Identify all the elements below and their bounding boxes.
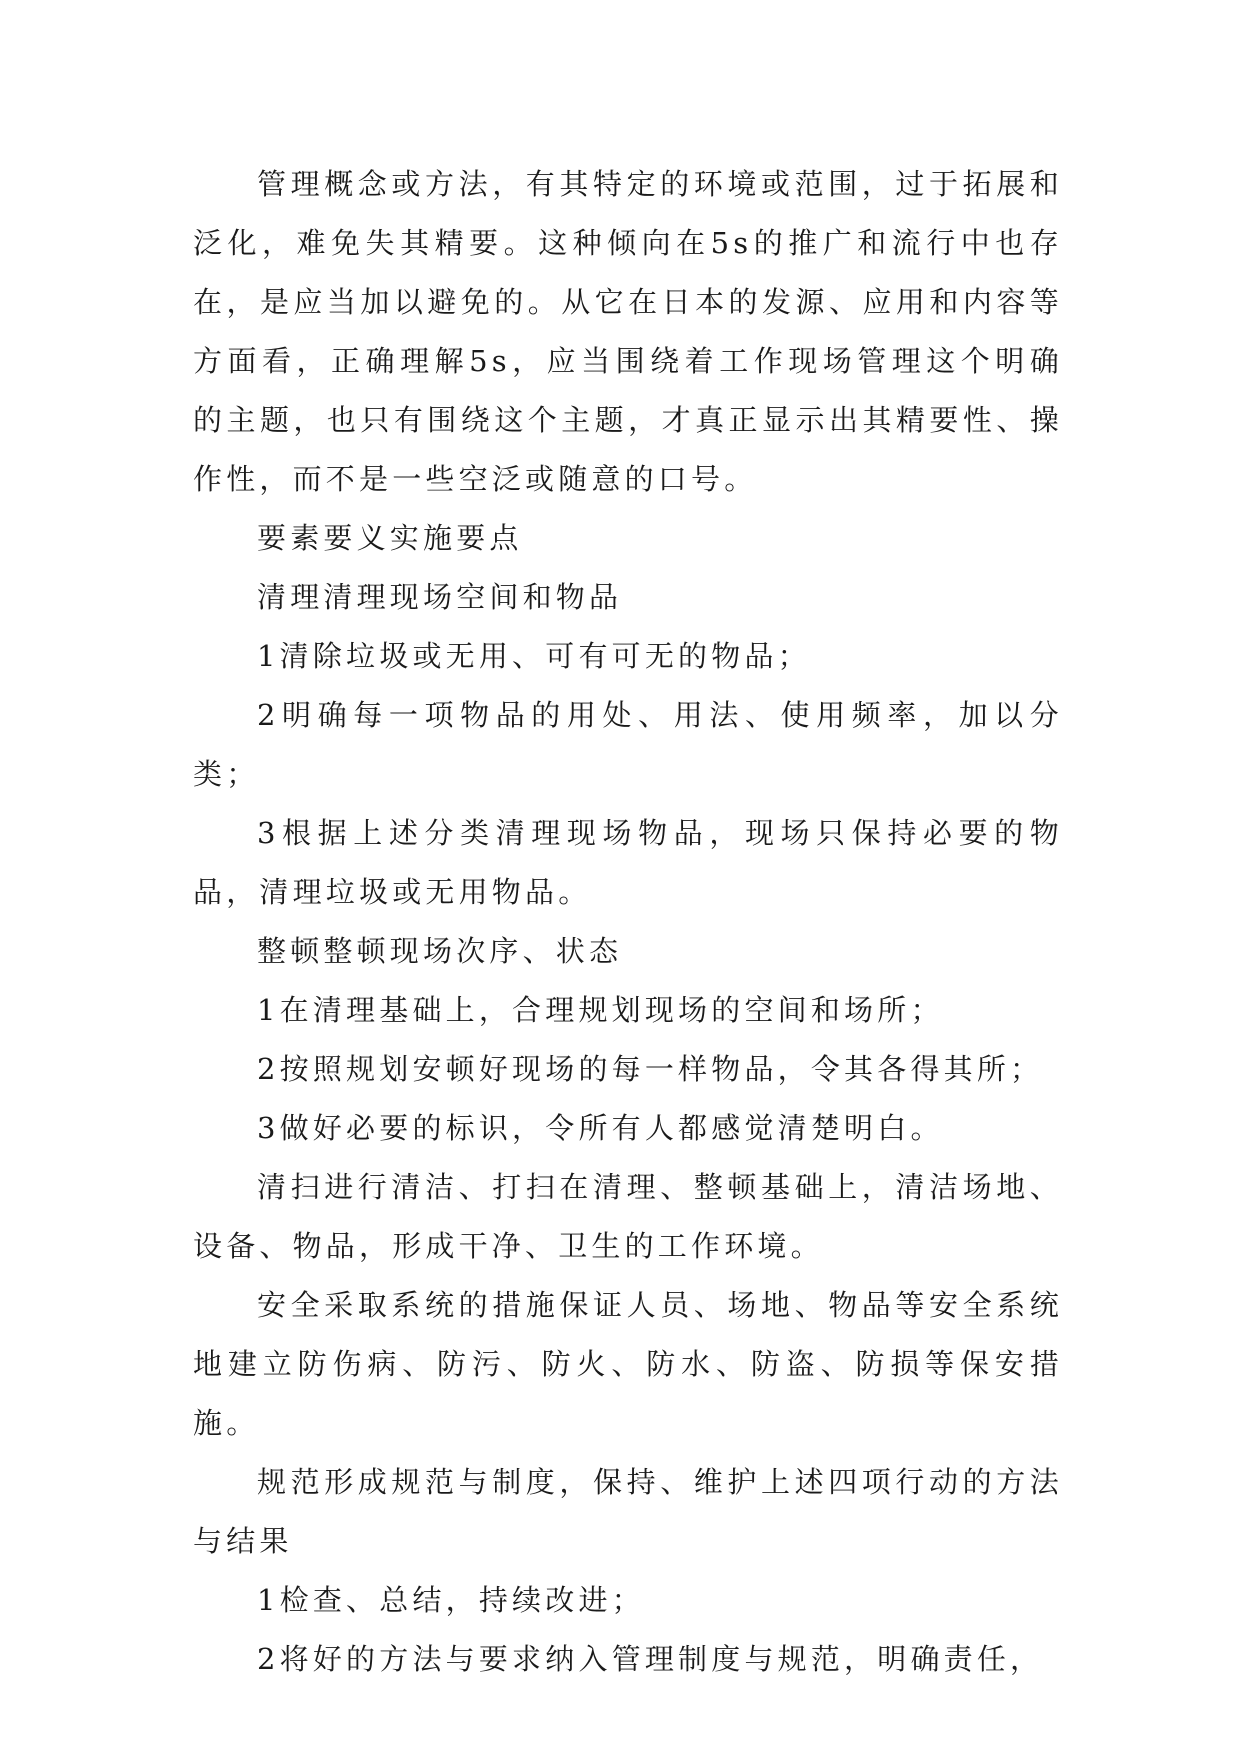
paragraph-order-step-2: 2按照规划安顿好现场的每一样物品，令其各得其所； xyxy=(257,1052,1044,1086)
paragraph-standard-heading: 规范形成规范与制度，保持、维护上述四项行动的方法与结果 xyxy=(193,1465,1063,1558)
paragraph-order-heading: 整顿整顿现场次序、状态 xyxy=(257,934,623,968)
paragraph-safety: 安全采取系统的措施保证人员、场地、物品等安全系统地建立防伤病、防污、防火、防水、防盗、防损等保安措施。 xyxy=(193,1288,1063,1440)
document-body xyxy=(193,155,1063,1689)
paragraph-intro: 管理概念或方法，有其特定的环境或范围，过于拓展和泛化，难免失其精要。这种倾向在5s的推广和流行中也存在，是应当加以避免的。从它在日本的发源、应用和内容等方面看，正确理解5s，应当围绕着工作现场管理这个明确的主题，也只有围绕这个主题，才真正显示出其精要性、操作性，而不是一些空泛或随意的口号。 xyxy=(193,167,1063,496)
paragraph-clean: 清扫进行清洁、打扫在清理、整顿基础上，清洁场地、设备、物品，形成干净、卫生的工作环境。 xyxy=(193,1170,1063,1263)
paragraph-sort-step-1: 1清除垃圾或无用、可有可无的物品； xyxy=(257,639,811,673)
paragraph-standard-step-1: 1检查、总结，持续改进； xyxy=(257,1583,645,1617)
paragraph-table-header: 要素要义实施要点 xyxy=(257,521,523,555)
paragraph-sort-step-3: 3根据上述分类清理现场物品，现场只保持必要的物品，清理垃圾或无用物品。 xyxy=(193,816,1063,909)
paragraph-sort-step-2: 2明确每一项物品的用处、用法、使用频率，加以分类； xyxy=(193,698,1063,791)
paragraph-sort-heading: 清理清理现场空间和物品 xyxy=(257,580,623,614)
paragraph-order-step-3: 3做好必要的标识，令所有人都感觉清楚明白。 xyxy=(257,1111,944,1145)
paragraph-standard-step-2: 2将好的方法与要求纳入管理制度与规范，明确责任， xyxy=(257,1642,1044,1676)
paragraph-order-step-1: 1在清理基础上，合理规划现场的空间和场所； xyxy=(257,993,944,1027)
